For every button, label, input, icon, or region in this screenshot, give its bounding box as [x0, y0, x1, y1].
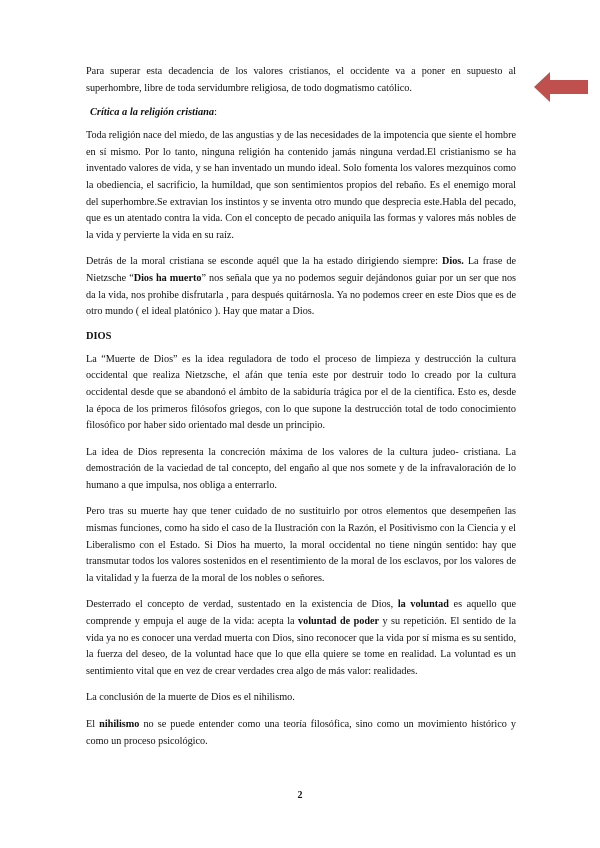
paragraph-intro: Para superar esta decadencia de los valores cristianos, el occidente va a poner en supuesto al superhombre, libre de toda servidumbre religiosa, de todo dogmatismo católico. [86, 66, 516, 94]
section-heading-dios: DIOS [86, 330, 112, 342]
paragraph-tras-su-muerte: Pero tras su muerte hay que tener cuidado de no sustituirlo por otros elementos que desempeñen las mismas funciones, como ha sido el caso de la Ilustración con la Razón, el Positivismo con la Ciencia y el Liberalismo con el Estado. Si Dios ha muerto, la moral occidental no tiene ningún sentido: hay que transmutar todos los valores sostenidos en el resentimiento de la moral de los esclavos, por los valores de la vitalidad y la fuerza de la moral de los nobles o señores. [86, 506, 516, 584]
paragraph-religion: Toda religión nace del miedo, de las angustias y de las necesidades de la impotencia que siente el hombre en sí mismo. Por lo tanto, ninguna religión ha contenido jamás ninguna verdad.El cristianismo se ha inventado valores de vida, y se han inventado un mundo ideal. Solo fomenta los valores mezquinos como la obediencia, el sacrificio, la humildad, que son sentimientos propios del rebaño. Es el enemigo moral del superhombre.Se extravian los instintos y se inventa otro mundo que desprecia este.Habla del pecado, que es un atentado contra la vida. Con el concepto de pecado aniquila las formas y valores más nobles de la vida y pervierte la vida en su raíz. [86, 130, 516, 241]
paragraph-idea-de-dios: La idea de Dios representa la concreción máxima de los valores de la cultura judeo- cristiana. La demostración de la vaciedad de tal concepto, del engaño al que nos somete y de la infravaloración de lo humano a que impulsa, nos obliga a enterrarlo. [86, 446, 516, 491]
p7-bold-voluntad-de-poder: voluntad de poder [298, 616, 380, 628]
paragraph-nihilismo [86, 717, 516, 750]
p9-part-a: El [86, 719, 100, 730]
p3-part-e: ” nos señala que ya no podemos seguir dejándonos guiar por un ser que nos da la vida, nos prohibe disfrutarla , para después quitárnosla. Ya no podemos creer en este Dios que es de otro mundo ( el ideal platónico ). Hay que matar a Dios. [86, 272, 517, 318]
critica-heading-text: Crítica a la religión cristiana [90, 107, 215, 119]
paragraph-muerte-de-dios: La “Muerte de Dios” es la idea reguladora de todo el proceso de limpieza y destrucción la cultura occidental que realiza Nietzsche, el afán que tenía este por destruir todo lo creado por la cultura occidental desde que se abandonó el ámbito de la sabiduría trágica por el de la científica. Esto es, desde la época de los primeros filósofos griegos, con lo que supone la destrucción total de todo conocimiento filosófico por haber sido orientado mal desde un principio. [86, 353, 516, 432]
p7-part-c: es aquello que comprende y empuja el auge de la vida: acepta la [86, 599, 516, 628]
p7-part-a: Desterrado el concepto de verdad, sustentado en la existencia de Dios, [86, 599, 398, 611]
section-heading-critica [86, 107, 516, 118]
paragraph-moral-cristiana [86, 254, 516, 320]
p7-bold-voluntad: la voluntad [397, 599, 449, 611]
p3-bold-dios: Dios. [442, 256, 464, 268]
p3-bold-dios-ha-muerto: Dios ha muerto [133, 272, 202, 284]
p7-part-e: y su repetición. El sentido de la vida ya no es conocer una verdad muerta con Dios, sino reconocer que la vida por sí misma es su sentido, la fuerza del deseo, de la voluntad hace que lo que ella quiere se tome en realidad. La voluntad es un sentimiento vital que en vez de crear verdades crea algo de más valor: realidades. [86, 616, 517, 677]
paragraph-voluntad [86, 597, 516, 680]
p9-bold-nihilismo: nihilismo [99, 719, 140, 730]
critica-heading-colon: : [214, 107, 218, 119]
paragraph-conclusion: La conclusión de la muerte de Dios es el nihilismo. [86, 692, 295, 704]
document-page [86, 64, 516, 760]
page-number: 2 [297, 790, 303, 801]
p9-part-c: no se puede entender como una teoría filosófica, sino como un movimiento histórico y como un proceso psicológico. [86, 719, 517, 747]
back-arrow-icon[interactable] [534, 72, 588, 102]
p3-part-c: La frase de Nietzsche “ [86, 256, 517, 284]
p3-part-a: Detrás de la moral cristiana se esconde aquél que la ha estado dirigiendo siempre: [86, 256, 443, 268]
